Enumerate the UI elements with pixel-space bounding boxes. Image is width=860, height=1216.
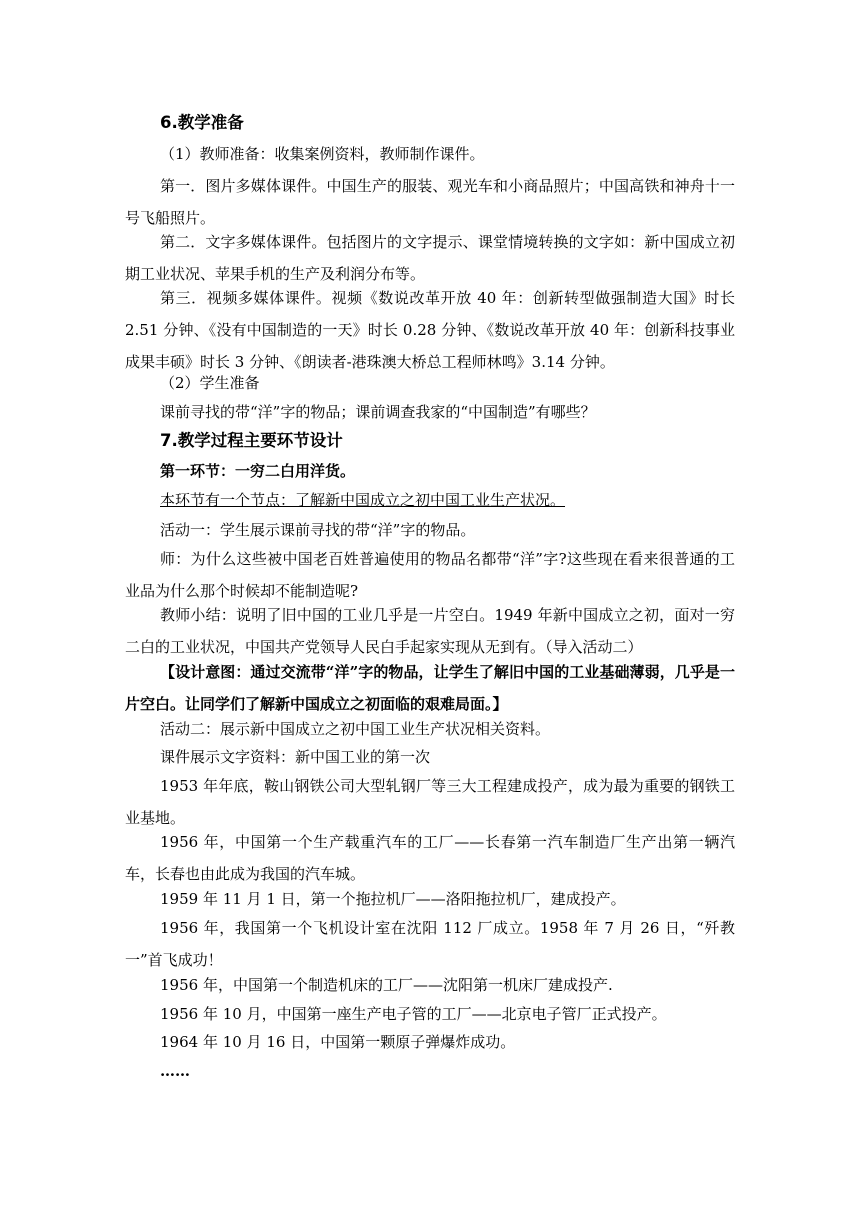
activity-2: 活动二：展示新中国成立之初中国工业生产状况相关资料。	[160, 720, 551, 738]
fact-1956-electron: 1956 年 10 月，中国第一座生产电子管的工厂——北京电子管厂正式投产。	[160, 1005, 667, 1023]
node-note: 本环节有一个节点：了解新中国成立之初中国工业生产状况。	[160, 491, 566, 509]
section-1-title: 第一环节：一穷二白用洋货。	[160, 462, 356, 480]
student-task: 课前寻找的带“洋”字的物品；课前调查我家的“中国制造”有哪些？	[160, 403, 596, 421]
fact-1953: 1953 年年底，鞍山钢铁公司大型轧钢厂等三大工程建成投产，成为最为重要的钢铁工业基地。	[125, 777, 735, 827]
activity-1: 活动一：学生展示课前寻找的带“洋”字的物品。	[160, 521, 476, 539]
courseware-caption: 课件展示文字资料：新中国工业的第一次	[160, 748, 431, 766]
student-prep: （2）学生准备	[160, 374, 260, 392]
teacher-summary: 教师小结：说明了旧中国的工业几乎是一片空白。1949 年新中国成立之初，面对一穷二白的工业状况，中国共产党领导人民白手起家实现从无到有。（导入活动二）	[125, 606, 735, 656]
teacher-question: 师：为什么这些被中国老百姓普遍使用的物品名都带“洋”字?这些现在看来很普通的工业品为什么那个时候却不能制造呢?	[125, 550, 735, 600]
design-intent: 【设计意图：通过交流带“洋”字的物品，让学生了解旧中国的工业基础薄弱，几乎是一片空白。让同学们了解新中国成立之初面临的艰难局面。】	[125, 663, 735, 713]
fact-1964: 1964 年 10 月 16 日，中国第一颗原子弹爆炸成功。	[160, 1033, 516, 1051]
ellipsis: ……	[160, 1062, 190, 1080]
fact-1956-aircraft: 1956 年，我国第一个飞机设计室在沈阳 112 厂成立。1958 年 7 月 26 日，“歼教一”首飞成功！	[125, 919, 735, 969]
fact-1956-auto: 1956 年，中国第一个生产载重汽车的工厂——长春第一汽车制造厂生产出第一辆汽车，长春也由此成为我国的汽车城。	[125, 833, 735, 883]
heading-process: 7.教学过程主要环节设计	[160, 431, 343, 450]
fact-1956-machine: 1956 年，中国第一个制造机床的工厂——沈阳第一机床厂建成投产.	[160, 976, 613, 994]
teacher-prep: （1）教师准备：收集案例资料，教师制作课件。	[160, 145, 485, 163]
prep-item-3: 第三．视频多媒体课件。视频《数说改革开放 40 年：创新转型做强制造大国》时长 2.51 分钟、《没有中国制造的一天》时长 0.28 分钟、《数说改革开放 40 年：创新科技事业成果丰硕》时长 3 分钟、《朗读者-港珠澳大桥总工程师林鸣》3.14 分钟。	[125, 289, 735, 371]
prep-item-2: 第二．文字多媒体课件。包括图片的文字提示、课堂情境转换的文字如：新中国成立初期工业状况、苹果手机的生产及利润分布等。	[125, 233, 735, 283]
heading-teaching-prep: 6.教学准备	[160, 113, 244, 132]
prep-item-1: 第一．图片多媒体课件。中国生产的服装、观光车和小商品照片；中国高铁和神舟十一号飞船照片。	[125, 177, 735, 227]
fact-1959: 1959 年 11 月 1 日，第一个拖拉机厂——洛阳拖拉机厂，建成投产。	[160, 890, 626, 908]
